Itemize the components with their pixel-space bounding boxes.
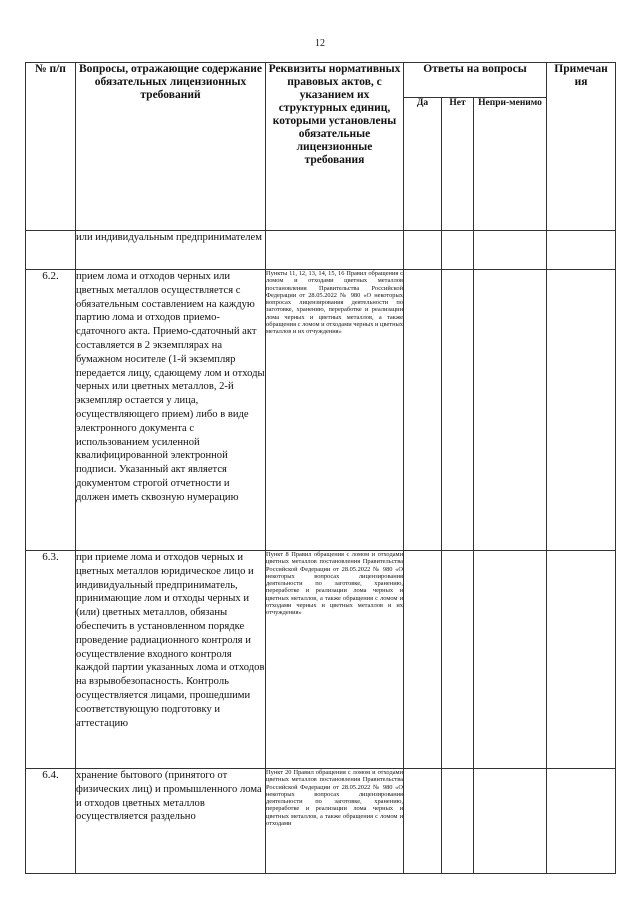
- table-row: [26, 551, 616, 769]
- note-cell[interactable]: [547, 270, 616, 551]
- row-number: [26, 231, 76, 270]
- answer-yes-cell[interactable]: [404, 769, 442, 874]
- header-note: Примечан ия: [547, 63, 616, 231]
- note-cell[interactable]: [547, 769, 616, 874]
- answer-no-cell[interactable]: [442, 769, 474, 874]
- row-requisites: Пункты 11, 12, 13, 14, 15, 16 Правил обращения с ломом и отходами цветных металлов постановления Правительства Российской Федерации от 28.05.2022 № 980 «О некоторых вопросах лицензирования деятельности по заготовке, хранению, переработке и реализации лома черных и цветных металлов, а также обращения с ломом и отходами черных и цветных металлов и их отчуждения»: [266, 270, 404, 551]
- answer-na-cell[interactable]: [474, 551, 547, 769]
- row-requisites: Пункт 20 Правил обращения с ломом и отходами цветных металлов постановления Правительства Российской Федерации от 28.05.2022 № 980 «О некоторых вопросах лицензирования деятельности по заготовке, хранению, переработке и реализации лома черных и цветных металлов, а также обращения с ломом и отходами: [266, 769, 403, 828]
- row-number: 6.4.: [26, 769, 76, 874]
- page-number: 12: [315, 38, 325, 49]
- row-requisites: [266, 231, 404, 270]
- row-question: хранение бытового (принятого от физических лиц) и промышленного лома и отходов цветных металлов осуществляется раздельно: [76, 769, 266, 874]
- table-row: [26, 769, 616, 874]
- answer-no-cell[interactable]: [442, 551, 474, 769]
- answer-yes-cell[interactable]: [404, 551, 442, 769]
- answer-yes-cell[interactable]: [404, 231, 442, 270]
- header-no: Нет: [442, 98, 474, 231]
- answer-yes-cell[interactable]: [404, 270, 442, 551]
- header-questions: Вопросы, отражающие содержание обязательных лицензионных требований: [76, 63, 266, 231]
- header-yes: Да: [404, 98, 442, 231]
- header-number: № п/п: [26, 63, 76, 231]
- note-cell[interactable]: [547, 231, 616, 270]
- license-requirements-table: [25, 62, 616, 874]
- row-requisites: Пункт 8 Правил обращения с ломом и отходами цветных металлов постановления Правительства Российской Федерации от 28.05.2022 № 980 «О некоторых вопросах лицензирования деятельности по заготовке, хранению, переработке и реализации лома черных и цветных металлов, а также обращения с ломом и отходами черных и цветных металлов и их отчуждения»: [266, 551, 404, 769]
- note-cell[interactable]: [547, 551, 616, 769]
- row-number: 6.3.: [26, 551, 76, 769]
- row-question: прием лома и отходов черных или цветных металлов осуществляется с обязательным составлением на каждую партию лома и отходов приемо-сдаточного акта. Приемо-сдаточный акт составляется в 2 экземплярах на бумажном носителе (1-й экземпляр передается лицу, сдающему лом и отходы черных или цветных металлов, 2-й экземпляр остается у лица, осуществляющего прием) либо в виде электронного документа с использованием усиленной квалифицированной электронной подписи. Указанный акт является документом строгой отчетности и должен иметь сквозную нумерацию: [76, 270, 266, 551]
- answer-na-cell[interactable]: [474, 769, 547, 874]
- row-number: 6.2.: [26, 270, 76, 551]
- answer-na-cell[interactable]: [474, 270, 547, 551]
- header-requisites: Реквизиты нормативных правовых актов, с указанием их структурных единиц, которыми установлены обязательные лицензионные требования: [266, 63, 404, 231]
- header-not-applicable: Непри-менимо: [474, 98, 547, 231]
- table-row: [26, 270, 616, 551]
- header-answers: Ответы на вопросы: [404, 63, 547, 98]
- answer-na-cell[interactable]: [474, 231, 547, 270]
- row-question: при приеме лома и отходов черных и цветных металлов юридическое лицо и индивидуальный предприниматель, принимающие лом и отходы черных и (или) цветных металлов, обязаны обеспечить в установленном порядке проведение радиационного контроля и осуществление входного контроля каждой партии указанных лома и отходов на взрывобезопасность. Контроль осуществляется лицами, прошедшими соответствующую подготовку и аттестацию: [76, 551, 266, 769]
- answer-no-cell[interactable]: [442, 270, 474, 551]
- table-row: [26, 231, 616, 270]
- row-question: или индивидуальным предпринимателем: [76, 231, 266, 270]
- answer-no-cell[interactable]: [442, 231, 474, 270]
